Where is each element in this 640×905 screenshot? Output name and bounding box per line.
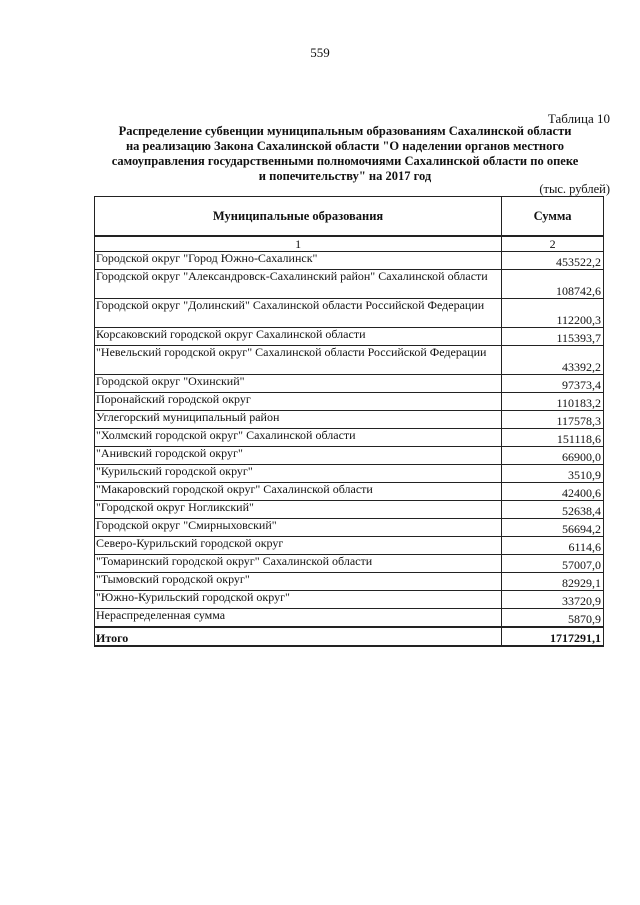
title-line: Распределение субвенции муниципальным образованиям Сахалинской области [118,124,572,138]
column-number-1: 1 [95,236,502,252]
subvention-amount: 5870,9 [502,609,604,628]
subvention-amount: 110183,2 [502,393,604,411]
municipality-name: "Тымовский городской округ" [95,573,502,591]
municipality-name: Углегорский муниципальный район [95,411,502,429]
table-row [95,483,604,501]
municipality-name: Нераспределенная сумма [95,609,502,628]
header-sum: Сумма [502,197,604,237]
table-row [95,270,604,299]
table-row [95,609,604,628]
municipality-name: "Макаровский городской округ" Сахалинской области [95,483,502,501]
title-line: и попечительству" на 2017 год [258,169,432,183]
table-row [95,465,604,483]
subvention-amount: 115393,7 [502,328,604,346]
column-numbering-row [95,236,604,252]
table-row [95,555,604,573]
table-row [95,411,604,429]
subvention-amount: 108742,6 [502,270,604,299]
subvention-amount: 66900,0 [502,447,604,465]
table-row [95,573,604,591]
table-row [95,346,604,375]
subvention-amount: 57007,0 [502,555,604,573]
municipality-name: "Городской округ Ногликский" [95,501,502,519]
table-row [95,591,604,609]
title-line: самоуправления государственными полномочиями Сахалинской области по опеке [111,154,579,168]
municipality-name: Городской округ "Город Южно-Сахалинск" [95,252,502,270]
table-row [95,447,604,465]
document-title [90,124,600,184]
subvention-amount: 453522,2 [502,252,604,270]
subvention-amount: 42400,6 [502,483,604,501]
subvention-amount: 97373,4 [502,375,604,393]
municipality-name: Поронайский городской округ [95,393,502,411]
table-row [95,252,604,270]
municipality-name: "Томаринский городской округ" Сахалинской области [95,555,502,573]
subvention-amount: 117578,3 [502,411,604,429]
table-body [95,252,604,628]
table-header-row [95,197,604,237]
table-row [95,299,604,328]
municipality-name: "Холмский городской округ" Сахалинской области [95,429,502,447]
table-row [95,429,604,447]
municipality-name: "Южно-Курильский городской округ" [95,591,502,609]
municipality-name: "Невельский городской округ" Сахалинской области Российской Федерации [95,346,502,375]
municipality-name: Северо-Курильский городской округ [95,537,502,555]
municipality-name: Городской округ "Смирныховский" [95,519,502,537]
municipality-name: "Курильский городской округ" [95,465,502,483]
table-row [95,375,604,393]
subvention-amount: 33720,9 [502,591,604,609]
subvention-amount: 6114,6 [502,537,604,555]
municipality-name: Городской округ "Александровск-Сахалинский район" Сахалинской области [95,270,502,299]
table-row [95,393,604,411]
subvention-amount: 112200,3 [502,299,604,328]
column-number-2: 2 [502,236,604,252]
page-number: 559 [310,45,330,60]
units-label: (тыс. рублей) [539,182,610,196]
table-number: Таблица 10 [547,111,610,126]
subvention-amount: 82929,1 [502,573,604,591]
table-row [95,501,604,519]
header-municipalities: Муниципальные образования [95,197,502,237]
municipality-name: Городской округ "Долинский" Сахалинской области Российской Федерации [95,299,502,328]
table-row [95,537,604,555]
total-row [95,627,604,646]
total-label: Итого [95,627,502,646]
subvention-amount: 3510,9 [502,465,604,483]
title-line: на реализацию Закона Сахалинской области "О наделении органов местного [125,139,564,153]
subvention-amount: 151118,6 [502,429,604,447]
table-row [95,519,604,537]
subvention-amount: 43392,2 [502,346,604,375]
subvention-table [94,196,604,647]
municipality-name: Городской округ "Охинский" [95,375,502,393]
municipality-name: Корсаковский городской округ Сахалинской области [95,328,502,346]
municipality-name: "Анивский городской округ" [95,447,502,465]
table-row [95,328,604,346]
subvention-amount: 56694,2 [502,519,604,537]
total-value: 1717291,1 [502,627,604,646]
subvention-amount: 52638,4 [502,501,604,519]
